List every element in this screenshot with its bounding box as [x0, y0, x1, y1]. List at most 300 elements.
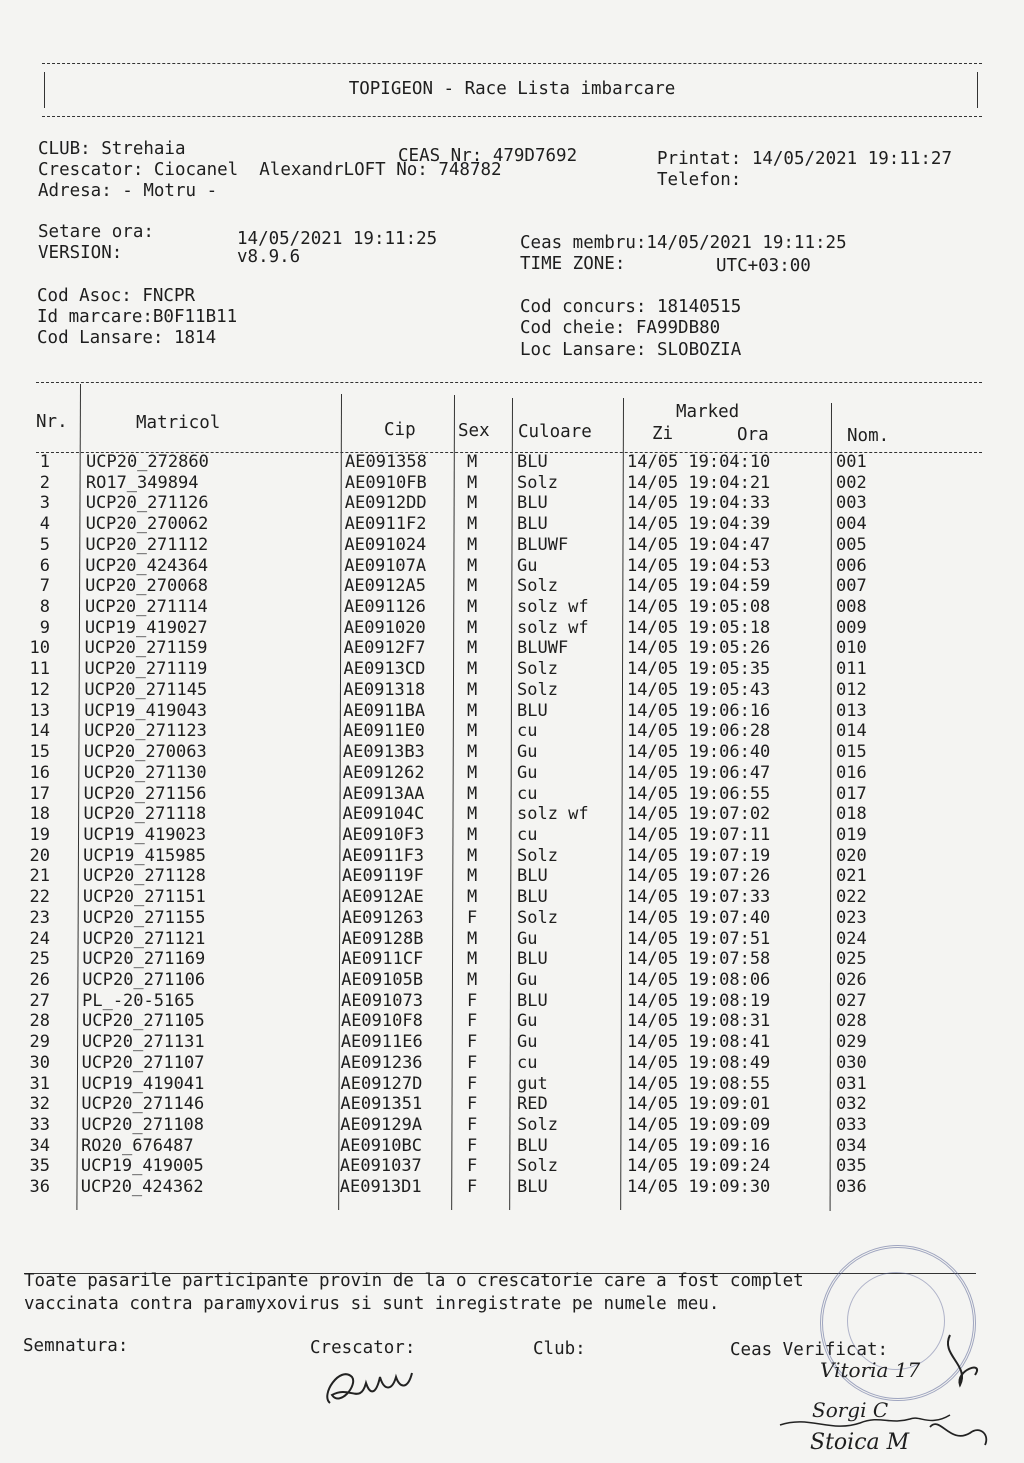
assoc-code: Cod Asoc: FNCPR — [37, 286, 196, 306]
row-marked: 14/05 19:04:10 — [627, 452, 771, 472]
row-culoare: cu — [517, 783, 538, 804]
row-matricol: UCP20_271145 — [84, 679, 208, 700]
time-zone-value: UTC+03:00 — [716, 256, 811, 276]
row-culoare: Solz — [517, 1115, 558, 1136]
table-row — [0, 514, 1024, 535]
row-sex: M — [467, 576, 478, 597]
row-marked: 14/05 19:07:51 — [627, 928, 771, 949]
row-matricol: UCP20_271146 — [81, 1094, 205, 1115]
table-row — [0, 680, 1024, 701]
row-cip: AE09119F — [342, 866, 424, 887]
row-nom: 004 — [836, 514, 867, 535]
row-cip: AE0911BA — [343, 700, 426, 721]
row-nom: 030 — [836, 1052, 867, 1073]
col-header-cip: Cip — [384, 420, 416, 440]
row-culoare: Solz — [517, 472, 558, 493]
row-sex: M — [467, 928, 478, 949]
row-number: 22 — [29, 887, 50, 908]
row-cip: AE0912DD — [344, 493, 427, 514]
handwritten-note-2: Sorgi C — [812, 1398, 889, 1422]
row-cip: AE091236 — [340, 1052, 423, 1073]
row-marked: 14/05 19:08:41 — [627, 1032, 771, 1053]
table-row — [0, 1177, 1024, 1198]
row-cip: AE0912AE — [341, 887, 424, 908]
row-sex: F — [467, 907, 478, 928]
row-matricol: UCP19_419005 — [80, 1156, 204, 1177]
row-culoare: solz wf — [517, 617, 589, 638]
row-cip: AE091358 — [345, 452, 427, 472]
row-matricol: UCP20_271156 — [83, 783, 207, 804]
row-matricol: UCP20_271105 — [81, 1011, 205, 1032]
row-marked: 14/05 19:07:40 — [627, 907, 771, 928]
col-header-marked: Marked — [676, 402, 740, 422]
row-sex: M — [467, 452, 478, 472]
table-row — [0, 618, 1024, 639]
row-culoare: Solz — [517, 907, 558, 928]
row-number: 3 — [39, 493, 50, 514]
row-sex: M — [467, 617, 478, 638]
row-nom: 017 — [836, 783, 867, 804]
member-clock-time: Ceas membru:14/05/2021 19:11:25 — [520, 233, 847, 253]
row-cip: AE0910BC — [340, 1135, 422, 1156]
row-sex: M — [467, 845, 478, 866]
row-sex: M — [467, 679, 478, 700]
row-nom: 006 — [836, 555, 867, 576]
row-marked: 14/05 19:07:58 — [627, 949, 771, 970]
row-nom: 035 — [836, 1156, 867, 1177]
row-cip: AE091073 — [341, 990, 423, 1011]
row-cip: AE0910F3 — [342, 824, 425, 845]
row-marked: 14/05 19:05:18 — [627, 617, 771, 638]
row-sex: M — [467, 638, 478, 659]
row-matricol: UCP19_419027 — [84, 617, 208, 638]
row-marked: 14/05 19:05:35 — [627, 659, 771, 680]
row-cip: AE09104C — [342, 804, 425, 825]
row-culoare: Solz — [517, 679, 558, 700]
row-number: 25 — [29, 949, 50, 970]
clock-verified-label: Ceas Verificat: — [730, 1340, 889, 1360]
row-cip: AE09127D — [340, 1073, 423, 1094]
row-marked: 14/05 19:04:47 — [627, 534, 771, 555]
row-nom: 032 — [836, 1094, 867, 1115]
row-marked: 14/05 19:09:30 — [627, 1177, 771, 1198]
row-cip: AE091020 — [343, 617, 426, 638]
row-matricol: UCP20_270068 — [85, 576, 208, 597]
row-nom: 012 — [836, 679, 867, 700]
row-nom: 014 — [836, 721, 867, 742]
row-matricol: UCP20_270063 — [83, 742, 207, 763]
col-header-nom: Nom. — [847, 426, 890, 446]
row-sex: F — [467, 1115, 478, 1136]
row-cip: AE0910F8 — [340, 1011, 423, 1032]
row-sex: F — [467, 1156, 478, 1177]
row-culoare: solz wf — [517, 804, 589, 825]
row-marked: 14/05 19:06:16 — [627, 700, 771, 721]
row-nom: 005 — [836, 534, 867, 555]
row-nom: 034 — [836, 1135, 867, 1156]
table-row — [0, 1053, 1024, 1074]
race-code: Cod concurs: 18140515 — [520, 297, 742, 317]
row-marked: 14/05 19:06:28 — [627, 721, 771, 742]
signature-label: Semnatura: — [23, 1336, 129, 1356]
row-sex: M — [467, 472, 478, 493]
phone-label: Telefon: — [657, 170, 742, 190]
row-sex: F — [467, 1073, 478, 1094]
table-row — [0, 473, 1024, 494]
row-sex: F — [467, 1011, 478, 1032]
table-row — [0, 535, 1024, 556]
row-sex: M — [467, 949, 478, 970]
row-nom: 002 — [836, 472, 867, 493]
table-row — [0, 1032, 1024, 1053]
row-culoare: Gu — [517, 928, 538, 949]
row-nom: 013 — [836, 700, 867, 721]
row-sex: M — [467, 597, 478, 618]
row-culoare: BLU — [517, 452, 548, 472]
row-matricol: RO20_676487 — [81, 1135, 194, 1156]
row-culoare: BLU — [517, 866, 548, 887]
row-marked: 14/05 19:05:08 — [627, 597, 771, 618]
release-code: Cod Lansare: 1814 — [37, 328, 217, 348]
row-matricol: UCP20_272860 — [86, 452, 209, 472]
row-number: 12 — [29, 679, 50, 700]
row-number: 20 — [29, 845, 50, 866]
col-header-culoare: Culoare — [518, 422, 592, 442]
row-matricol: UCP19_415985 — [83, 845, 206, 866]
printed-date: Printat: 14/05/2021 19:11:27 — [657, 149, 953, 169]
row-cip: AE091126 — [343, 597, 426, 618]
row-marked: 14/05 19:09:16 — [627, 1135, 771, 1156]
row-nom: 016 — [836, 762, 867, 783]
row-culoare: Solz — [517, 845, 558, 866]
row-nom: 020 — [836, 845, 867, 866]
row-culoare: cu — [517, 1052, 538, 1073]
row-matricol: PL_-20-5165 — [82, 990, 195, 1011]
table-row — [0, 804, 1024, 825]
row-marked: 14/05 19:04:33 — [627, 493, 771, 514]
row-number: 16 — [29, 762, 50, 783]
row-matricol: UCP20_270062 — [85, 514, 209, 535]
row-sex: M — [467, 783, 478, 804]
table-row — [0, 576, 1024, 597]
release-location: Loc Lansare: SLOBOZIA — [520, 340, 742, 360]
row-sex: F — [467, 1032, 478, 1053]
row-nom: 001 — [836, 452, 867, 472]
table-row — [0, 701, 1024, 722]
row-marked: 14/05 19:09:24 — [627, 1156, 771, 1177]
row-culoare: BLU — [517, 493, 548, 514]
row-nom: 003 — [836, 493, 867, 514]
row-culoare: Solz — [517, 576, 558, 597]
club-name: CLUB: Strehaia — [38, 139, 186, 159]
row-culoare: BLUWF — [517, 534, 569, 555]
row-marked: 14/05 19:06:47 — [627, 762, 771, 783]
row-sex: M — [467, 824, 478, 845]
row-marked: 14/05 19:09:09 — [627, 1115, 771, 1136]
title-box — [42, 63, 982, 117]
row-number: 28 — [29, 1011, 50, 1032]
version-label: VERSION: — [38, 243, 123, 263]
row-number: 26 — [29, 970, 50, 990]
row-number: 30 — [29, 1052, 50, 1073]
row-cip: AE091262 — [342, 762, 425, 783]
row-sex: M — [467, 721, 478, 742]
row-marked: 14/05 19:05:43 — [627, 679, 771, 700]
row-nom: 008 — [836, 597, 867, 618]
row-matricol: UCP20_271121 — [82, 928, 206, 949]
row-sex: M — [467, 493, 478, 514]
row-number: 27 — [29, 990, 50, 1011]
row-cip: AE0913AA — [342, 783, 425, 804]
table-row — [0, 970, 1024, 991]
row-matricol: UCP20_271119 — [84, 659, 208, 680]
row-culoare: BLU — [517, 514, 548, 535]
set-time-value: 14/05/2021 19:11:25 — [237, 229, 438, 249]
row-matricol: UCP20_424362 — [80, 1177, 204, 1198]
col-header-nr: Nr. — [36, 412, 68, 432]
row-marked: 14/05 19:04:21 — [627, 472, 771, 493]
row-number: 29 — [29, 1032, 50, 1053]
col-header-ora: Ora — [737, 425, 769, 445]
row-culoare: gut — [517, 1073, 548, 1094]
row-marked: 14/05 19:05:26 — [627, 638, 771, 659]
table-row — [0, 721, 1024, 742]
table-row — [0, 908, 1024, 929]
marking-id: Id marcare:B0F11B11 — [37, 307, 238, 327]
row-sex: M — [467, 514, 478, 535]
table-row — [0, 929, 1024, 950]
row-marked: 14/05 19:07:02 — [627, 804, 771, 825]
row-cip: AE091318 — [343, 679, 426, 700]
row-matricol: UCP20_271151 — [82, 887, 206, 908]
row-culoare: Gu — [517, 742, 538, 763]
row-number: 15 — [29, 742, 50, 763]
row-culoare: cu — [517, 824, 538, 845]
row-matricol: UCP20_271130 — [83, 762, 207, 783]
row-matricol: UCP20_271106 — [82, 970, 206, 990]
table-row — [0, 866, 1024, 887]
row-number: 24 — [29, 928, 50, 949]
row-sex: M — [467, 659, 478, 680]
table-row — [0, 597, 1024, 618]
key-code: Cod cheie: FA99DB80 — [520, 318, 721, 338]
row-nom: 023 — [836, 907, 867, 928]
row-matricol: UCP20_271108 — [81, 1115, 205, 1136]
row-culoare: BLU — [517, 887, 548, 908]
row-nom: 028 — [836, 1011, 867, 1032]
breeder-signature — [300, 1355, 440, 1415]
table-row — [0, 784, 1024, 805]
row-culoare: BLU — [517, 1177, 548, 1198]
row-number: 35 — [29, 1156, 50, 1177]
row-cip: AE091351 — [340, 1094, 423, 1115]
row-nom: 007 — [836, 576, 867, 597]
row-nom: 027 — [836, 990, 867, 1011]
row-marked: 14/05 19:09:01 — [627, 1094, 771, 1115]
row-number: 9 — [39, 617, 50, 638]
row-cip: AE0911F3 — [342, 845, 425, 866]
row-nom: 033 — [836, 1115, 867, 1136]
row-matricol: UCP20_271128 — [83, 866, 206, 887]
row-matricol: UCP19_419041 — [81, 1073, 205, 1094]
time-zone-label: TIME ZONE: — [520, 254, 626, 274]
row-marked: 14/05 19:07:26 — [627, 866, 771, 887]
row-matricol: UCP19_419043 — [84, 700, 208, 721]
row-marked: 14/05 19:08:19 — [627, 990, 771, 1011]
row-matricol: UCP20_271107 — [81, 1052, 205, 1073]
row-nom: 031 — [836, 1073, 867, 1094]
row-culoare: Gu — [517, 762, 538, 783]
row-marked: 14/05 19:08:06 — [627, 970, 771, 990]
row-nom: 011 — [836, 659, 867, 680]
table-row — [0, 638, 1024, 659]
row-cip: AE0912F7 — [343, 638, 426, 659]
row-cip: AE0910FB — [344, 472, 427, 493]
row-cip: AE09128B — [341, 928, 424, 949]
row-marked: 14/05 19:08:49 — [627, 1052, 771, 1073]
table-row — [0, 1011, 1024, 1032]
row-number: 14 — [29, 721, 50, 742]
row-culoare: Gu — [517, 1032, 538, 1053]
row-number: 36 — [29, 1177, 50, 1198]
row-nom: 022 — [836, 887, 867, 908]
clock-number: CEAS Nr: 479D7692 — [398, 146, 578, 166]
version-value: v8.9.6 — [237, 247, 301, 267]
row-nom: 018 — [836, 804, 867, 825]
row-culoare: BLUWF — [517, 638, 569, 659]
handwritten-note-1: Vitoria 17 — [820, 1358, 921, 1382]
row-cip: AE0911E6 — [340, 1032, 423, 1053]
row-cip: AE0911CF — [341, 949, 424, 970]
row-culoare: Gu — [517, 970, 538, 990]
row-sex: M — [467, 742, 478, 763]
row-marked: 14/05 19:08:31 — [627, 1011, 771, 1032]
row-matricol: UCP20_271123 — [84, 721, 207, 742]
row-number: 4 — [39, 514, 50, 535]
row-number: 10 — [29, 638, 50, 659]
row-number: 23 — [29, 907, 50, 928]
row-culoare: Solz — [517, 659, 558, 680]
row-marked: 14/05 19:04:53 — [627, 555, 771, 576]
row-sex: M — [467, 804, 478, 825]
row-number: 8 — [39, 597, 50, 618]
row-matricol: UCP19_419023 — [83, 824, 207, 845]
row-matricol: UCP20_271126 — [85, 493, 209, 514]
row-culoare: BLU — [517, 700, 548, 721]
table-row — [0, 556, 1024, 577]
row-sex: M — [467, 866, 478, 887]
row-nom: 029 — [836, 1032, 867, 1053]
address: Adresa: - Motru - — [38, 181, 218, 201]
breeder-name: Crescator: Ciocanel AlexandrLOFT No: 748782 — [38, 160, 502, 180]
row-culoare: solz wf — [517, 597, 589, 618]
row-number: 17 — [29, 783, 50, 804]
row-culoare: Solz — [517, 1156, 558, 1177]
row-cip: AE0911E0 — [343, 721, 425, 742]
table-row — [0, 1115, 1024, 1136]
row-number: 21 — [29, 866, 50, 887]
row-culoare: Gu — [517, 1011, 538, 1032]
col-header-matricol: Matricol — [136, 413, 221, 433]
row-nom: 021 — [836, 866, 867, 887]
row-cip: AE09129A — [340, 1115, 423, 1136]
row-number: 13 — [29, 700, 50, 721]
row-marked: 14/05 19:07:19 — [627, 845, 771, 866]
row-marked: 14/05 19:04:59 — [627, 576, 771, 597]
row-marked: 14/05 19:08:55 — [627, 1073, 771, 1094]
row-matricol: UCP20_271114 — [84, 597, 208, 618]
row-cip: AE0912A5 — [344, 576, 426, 597]
row-number: 2 — [39, 472, 50, 493]
row-sex: F — [467, 1052, 478, 1073]
table-row — [0, 991, 1024, 1012]
row-cip: AE0911F2 — [344, 514, 427, 535]
row-nom: 015 — [836, 742, 867, 763]
club-signature-label: Club: — [533, 1339, 586, 1359]
row-marked: 14/05 19:07:11 — [627, 824, 771, 845]
row-cip: AE091024 — [344, 534, 427, 555]
row-sex: F — [467, 1135, 478, 1156]
row-number: 33 — [29, 1115, 50, 1136]
set-time-label: Setare ora: — [38, 222, 154, 242]
row-nom: 036 — [836, 1177, 867, 1198]
row-number: 5 — [39, 534, 50, 555]
row-sex: M — [467, 555, 478, 576]
row-matricol: UCP20_271159 — [84, 638, 208, 659]
row-marked: 14/05 19:06:55 — [627, 783, 771, 804]
row-cip: AE0913D1 — [339, 1177, 422, 1198]
table-row — [0, 493, 1024, 514]
row-number: 18 — [29, 804, 50, 825]
breeder-signature-label: Crescator: — [310, 1338, 416, 1358]
table-row — [0, 742, 1024, 763]
table-row — [0, 1074, 1024, 1095]
row-cip: AE09105B — [341, 970, 424, 990]
col-header-zi: Zi — [652, 424, 674, 444]
row-culoare: Gu — [517, 555, 538, 576]
row-culoare: cu — [517, 721, 538, 742]
row-sex: M — [467, 762, 478, 783]
row-culoare: BLU — [517, 1135, 548, 1156]
table-row — [0, 949, 1024, 970]
row-matricol: UCP20_271169 — [82, 949, 206, 970]
row-number: 31 — [29, 1073, 50, 1094]
col-header-sex: Sex — [458, 421, 490, 441]
row-sex: M — [467, 887, 478, 908]
row-matricol: UCP20_271118 — [83, 804, 207, 825]
row-marked: 14/05 19:07:33 — [627, 887, 771, 908]
row-nom: 024 — [836, 928, 867, 949]
handwritten-note-3: Stoica M — [810, 1430, 910, 1455]
table-row — [0, 452, 1024, 473]
row-number: 7 — [39, 576, 50, 597]
row-sex: F — [467, 1094, 478, 1115]
row-number: 34 — [29, 1135, 50, 1156]
row-nom: 009 — [836, 617, 867, 638]
table-top-rule — [36, 382, 982, 383]
row-sex: M — [467, 700, 478, 721]
row-culoare: BLU — [517, 990, 548, 1011]
table-row — [0, 825, 1024, 846]
table-row — [0, 887, 1024, 908]
row-nom: 025 — [836, 949, 867, 970]
document-title: TOPIGEON - Race Lista imbarcare — [348, 79, 676, 99]
row-number: 6 — [39, 555, 50, 576]
row-matricol: UCP20_271112 — [85, 534, 209, 555]
row-matricol: RO17_349894 — [85, 472, 199, 493]
table-row — [0, 659, 1024, 680]
row-matricol: UCP20_271155 — [82, 907, 206, 928]
